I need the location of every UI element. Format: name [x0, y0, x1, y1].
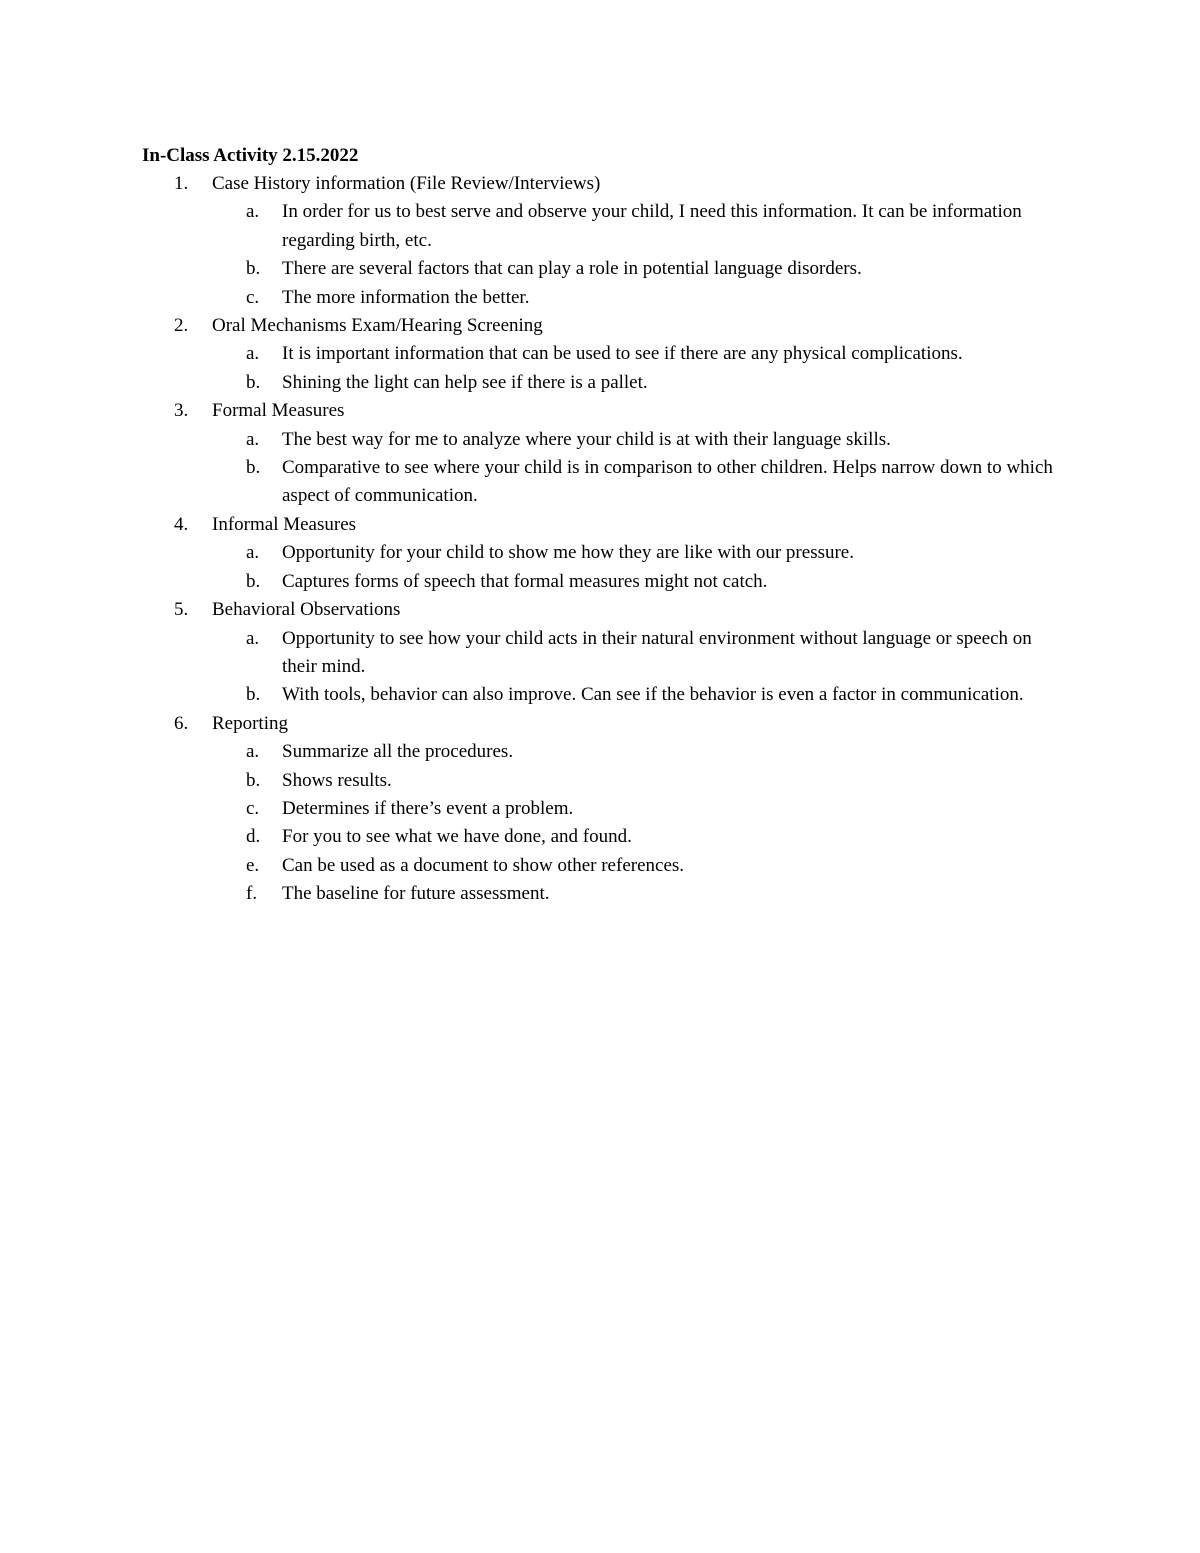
sub-item-letter: b. — [246, 457, 261, 479]
sub-item-letter: a. — [246, 428, 260, 450]
sub-item-letter: b. — [246, 570, 261, 592]
list-item-number: 1. — [174, 173, 189, 194]
sub-list-item — [246, 340, 1062, 368]
sub-item-text: The more information the better. — [282, 286, 530, 308]
sub-item-text: Opportunity for your child to show me how they are like with our pressure. — [282, 542, 854, 564]
sub-list-item — [246, 625, 1062, 682]
sub-item-letter: a. — [246, 627, 260, 649]
numbered-list — [142, 170, 1102, 909]
sub-item-letter: d. — [246, 826, 261, 848]
sub-list-item — [246, 823, 1062, 851]
sub-list-item — [246, 681, 1062, 709]
sub-list-item — [246, 852, 1062, 880]
sub-list-item — [246, 738, 1062, 766]
list-item-text: Oral Mechanisms Exam/Hearing Screening — [212, 315, 543, 337]
list-item-number: 4. — [174, 513, 189, 535]
sub-item-text: Shining the light can help see if there is a pallet. — [282, 371, 648, 393]
sub-item-letter: b. — [246, 769, 261, 791]
sub-list-item — [246, 454, 1062, 511]
list-item — [142, 596, 1102, 624]
sub-item-text: Determines if there’s event a problem. — [282, 797, 574, 819]
sub-item-text: Captures forms of speech that formal measures might not catch. — [282, 570, 768, 592]
sub-item-text: With tools, behavior can also improve. Can see if the behavior is even a factor in communication. — [282, 684, 1024, 706]
sub-item-text: Can be used as a document to show other references. — [282, 854, 685, 876]
list-item-number: 3. — [174, 400, 189, 422]
sub-item-letter: a. — [246, 741, 260, 763]
sub-list-item — [246, 568, 1062, 596]
list-item-text: Informal Measures — [212, 513, 357, 535]
sub-item-text: In order for us to best serve and observe your child, I need this information. It can be information regarding birth, etc. — [282, 201, 1022, 251]
sub-item-text: For you to see what we have done, and found. — [282, 826, 632, 848]
sub-list-item — [246, 795, 1062, 823]
list-item-text: Reporting — [212, 712, 288, 734]
sub-list-item — [246, 198, 1062, 255]
sub-item-letter: c. — [246, 797, 260, 819]
list-item-text: Behavioral Observations — [212, 599, 401, 621]
sub-item-letter: f. — [246, 883, 258, 905]
list-item-text: Case History information (File Review/Interviews) — [212, 173, 601, 194]
list-item-number: 6. — [174, 712, 189, 734]
list-item — [142, 397, 1102, 425]
list-item-text: Formal Measures — [212, 400, 345, 422]
list-item — [142, 710, 1102, 738]
sub-item-text: Summarize all the procedures. — [282, 741, 514, 763]
sub-item-text: Comparative to see where your child is in comparison to other children. Helps narrow down to which aspect of communication. — [282, 457, 1053, 507]
sub-item-text: The best way for me to analyze where your child is at with their language skills. — [282, 428, 891, 450]
sub-item-letter: b. — [246, 258, 261, 280]
sub-item-letter: e. — [246, 854, 260, 876]
sub-item-letter: b. — [246, 684, 261, 706]
sub-item-text: Shows results. — [282, 769, 392, 791]
sub-item-text: There are several factors that can play a role in potential language disorders. — [282, 258, 862, 280]
list-item — [142, 312, 1102, 340]
sub-list-item — [246, 539, 1062, 567]
sub-item-letter: a. — [246, 542, 260, 564]
sub-list-item — [246, 426, 1062, 454]
sub-list-item — [246, 255, 1062, 283]
sub-list-item — [246, 284, 1062, 312]
sub-list-item — [246, 369, 1062, 397]
document-title: In-Class Activity 2.15.2022 — [142, 145, 359, 166]
sub-item-text: Opportunity to see how your child acts in their natural environment without language or speech on their mind. — [282, 627, 1032, 677]
sub-list-item — [246, 880, 1062, 908]
sub-item-letter: a. — [246, 343, 260, 365]
list-item — [142, 170, 1102, 198]
list-item-number: 2. — [174, 315, 189, 337]
list-item — [142, 511, 1102, 539]
sub-item-letter: b. — [246, 371, 261, 393]
sub-item-letter: a. — [246, 201, 260, 223]
sub-item-text: The baseline for future assessment. — [282, 883, 550, 905]
sub-list-item — [246, 767, 1062, 795]
sub-item-text: It is important information that can be used to see if there are any physical complications. — [282, 343, 963, 365]
sub-item-letter: c. — [246, 286, 260, 308]
list-item-number: 5. — [174, 599, 189, 621]
